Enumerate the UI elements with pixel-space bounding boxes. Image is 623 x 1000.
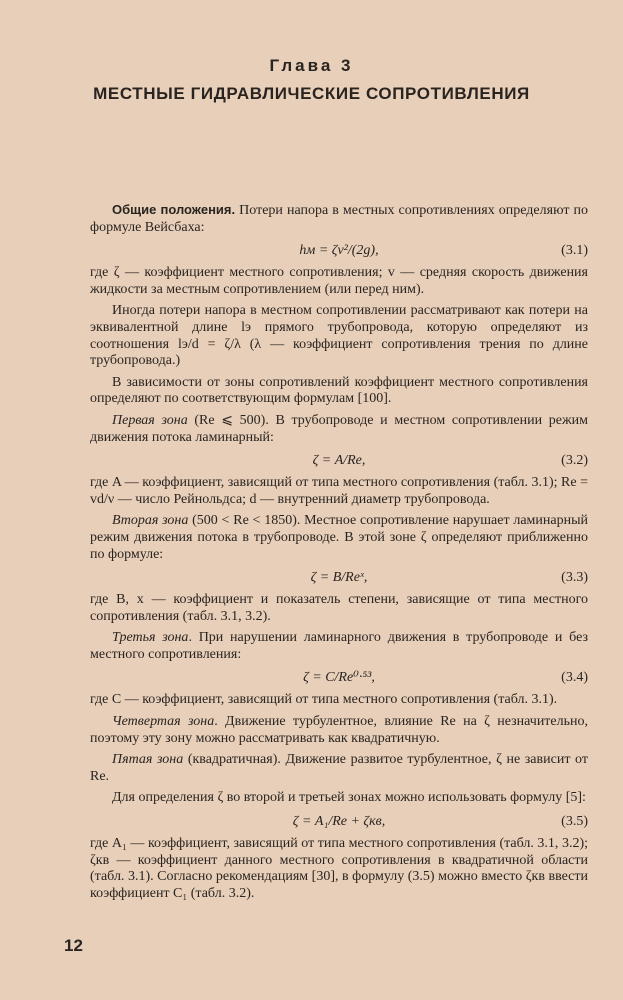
paragraph-zone-5: Пятая зона (квадратичная). Движение развитое турбулентное, ζ не зависит от Re. [90, 752, 588, 784]
equation-3-1 [90, 241, 588, 263]
equation-3-5 [90, 812, 588, 834]
paragraph: Для определения ζ во второй и третьей зонах можно использовать формулу [5]: [112, 790, 586, 806]
paragraph: где ζ — коэффициент местного сопротивления; v — средняя скорость движения жидкости за местным сопротивлением (или перед ним). [90, 265, 588, 297]
equation-formula: hм = ζv²/(2g), [299, 243, 379, 259]
equation-3-2 [90, 451, 588, 473]
equation-number: (3.3) [561, 570, 588, 586]
equation-number: (3.4) [561, 670, 588, 686]
paragraph: где A — коэффициент, зависящий от типа местного сопротивления (табл. 3.1); Re = vd/ν — число Рейнольдса; d — внутренний диаметр трубопровода. [90, 475, 588, 507]
paragraph-zone-1: Первая зона (Re ⩽ 500). В трубопроводе и местном сопротивлении режим движения потока ламинарный: [90, 412, 588, 445]
equation-formula: ζ = A₁/Re + ζкв, [292, 814, 386, 830]
equation-formula: ζ = C/Re⁰·⁵³, [303, 670, 375, 686]
paragraph-zone-4: Четвертая зона. Движение турбулентное, влияние Re на ζ незначительно, поэтому эту зону можно рассматривать как квадратичную. [90, 714, 589, 746]
equation-number: (3.5) [561, 814, 588, 830]
section-heading: Общие положения. [112, 202, 236, 217]
equation-formula: ζ = A/Re, [312, 453, 366, 469]
chapter-title: МЕСТНЫЕ ГИДРАВЛИЧЕСКИЕ СОПРОТИВЛЕНИЯ [93, 84, 530, 103]
body-text [90, 202, 588, 907]
paragraph: где C — коэффициент, зависящий от типа местного сопротивления (табл. 3.1). [90, 692, 558, 708]
paragraph-general: Общие положения. Потери напора в местных сопротивлениях определяют по формуле Вейсбаха: [90, 202, 588, 235]
paragraph-zone-2: Вторая зона (500 < Re < 1850). Местное сопротивление нарушает ламинарный режим движения потока в трубопроводе. В этой зоне ζ определяют приближенно по формуле: [90, 513, 588, 562]
equation-number: (3.2) [561, 453, 588, 469]
equation-formula: ζ = B/Reˣ, [310, 570, 368, 586]
equation-3-4 [90, 668, 588, 690]
paragraph: Иногда потери напора в местном сопротивлении рассматривают как потери на эквивалентной длине lэ прямого трубопровода, которую определяют из соотношения lэ/d = ζ/λ (λ — коэффициент сопротивления трения по длине трубопровода.) [90, 303, 588, 369]
equation-3-3 [90, 568, 588, 590]
paragraph: где A₁ — коэффициент, зависящий от типа местного сопротивления (табл. 3.1, 3.2); ζкв — коэффициент данного местного сопротивления в квадратичной области (табл. 3.1). Согласно рекомендациям [30], в формулу (3.5) можно вместо ζкв ввести коэффициент C₁ (табл. 3.2). [90, 836, 588, 901]
paragraph-zone-3: Третья зона. При нарушении ламинарного движения в трубопроводе и без местного сопротивления: [90, 630, 588, 662]
page-number: 12 [64, 936, 83, 955]
equation-number: (3.1) [561, 243, 588, 259]
chapter-label: Глава 3 [269, 56, 354, 75]
paragraph: В зависимости от зоны сопротивлений коэффициент местного сопротивления определяют по соответствующим формулам [100]. [90, 374, 588, 407]
paragraph: где B, x — коэффициент и показатель степени, зависящие от типа местного сопротивления (табл. 3.1, 3.2). [90, 592, 588, 624]
